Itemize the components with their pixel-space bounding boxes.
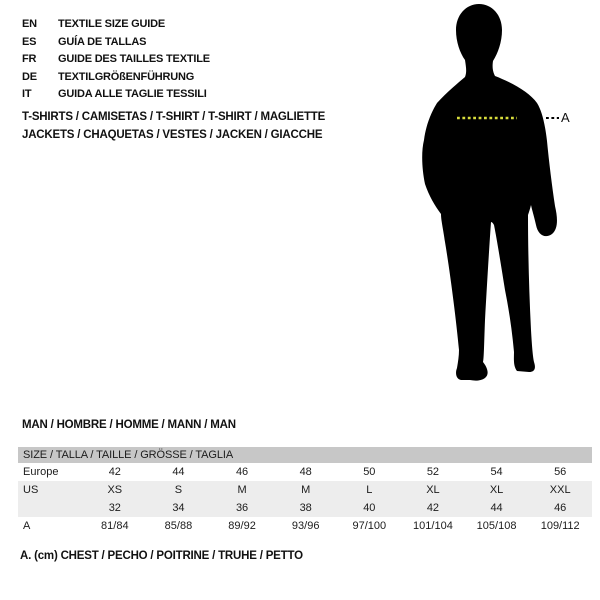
table-cell: 50 <box>363 466 376 478</box>
row-label: A <box>23 520 31 532</box>
language-row <box>22 51 210 69</box>
row-label: US <box>23 484 39 496</box>
size-table <box>18 447 592 535</box>
table-cell: 44 <box>490 502 503 514</box>
category-line-tshirts: T-SHIRTS / CAMISETAS / T-SHIRT / T-SHIRT / MAGLIETTE <box>22 111 326 123</box>
size-table-header: SIZE / TALLA / TAILLE / GRÖSSE / TAGLIA <box>18 447 592 463</box>
table-cell: S <box>174 484 183 496</box>
table-cell: XXL <box>549 484 571 496</box>
table-cell: 97/100 <box>352 520 387 532</box>
table-cell: 34 <box>172 502 185 514</box>
language-label: TEXTILGRÖßENFÜHRUNG <box>58 70 195 83</box>
measurement-label-a: A <box>561 110 570 125</box>
table-cell: M <box>301 484 311 496</box>
table-cell: XL <box>489 484 504 496</box>
category-list <box>22 108 325 144</box>
language-code: FR <box>22 53 37 65</box>
language-label: GUIDE DES TAILLES TEXTILE <box>58 53 210 65</box>
language-code: ES <box>22 35 37 48</box>
table-cell: XL <box>426 484 440 496</box>
table-cell: 40 <box>363 502 376 514</box>
table-cell: 81/84 <box>101 520 129 532</box>
language-label: GUÍA DE TALLAS <box>58 35 147 48</box>
language-row <box>22 86 210 104</box>
man-silhouette-path <box>422 4 557 381</box>
table-cell: 46 <box>235 466 249 478</box>
language-label: TEXTILE SIZE GUIDE <box>58 18 166 30</box>
table-row-us-numeric <box>18 499 592 517</box>
language-code: EN <box>22 18 37 30</box>
table-cell: 42 <box>108 466 121 478</box>
table-row-chest-a <box>18 517 592 535</box>
row-label <box>18 499 83 517</box>
table-cell: 46 <box>554 502 567 514</box>
table-cell: 109/112 <box>540 520 580 532</box>
language-code: IT <box>22 88 32 100</box>
table-cell: 93/96 <box>291 520 320 532</box>
table-cell: 54 <box>490 466 503 478</box>
table-cell: 48 <box>299 466 312 478</box>
section-heading-man: MAN / HOMBRE / HOMME / MANN / MAN <box>22 419 236 431</box>
table-cell: 32 <box>108 502 121 514</box>
table-row-europe <box>18 463 592 481</box>
table-cell: 44 <box>172 466 185 478</box>
table-cell: 52 <box>426 466 440 478</box>
table-cell: 38 <box>299 502 312 514</box>
language-row <box>22 34 210 52</box>
language-list <box>22 16 210 104</box>
table-cell: 36 <box>235 502 249 514</box>
table-cell: 56 <box>554 466 567 478</box>
table-cell: XS <box>107 484 123 496</box>
language-label: GUIDA ALLE TAGLIE TESSILI <box>58 88 207 100</box>
table-cell: 85/88 <box>164 520 193 532</box>
table-cell: 89/92 <box>228 520 256 532</box>
table-cell: 42 <box>426 502 440 514</box>
man-silhouette <box>395 0 600 400</box>
table-row-us <box>18 481 592 499</box>
language-row <box>22 16 210 34</box>
footnote-chest: A. (cm) CHEST / PECHO / POITRINE / TRUHE / PETTO <box>20 550 303 562</box>
row-label: Europe <box>23 466 59 478</box>
table-cell: L <box>366 484 373 496</box>
table-cell: 101/104 <box>413 520 453 532</box>
table-cell: M <box>237 484 247 496</box>
category-line-jackets: JACKETS / CHAQUETAS / VESTES / JACKEN / GIACCHE <box>22 129 323 141</box>
table-cell: 105/108 <box>476 520 517 532</box>
language-code: DE <box>22 70 37 83</box>
language-row <box>22 69 210 87</box>
